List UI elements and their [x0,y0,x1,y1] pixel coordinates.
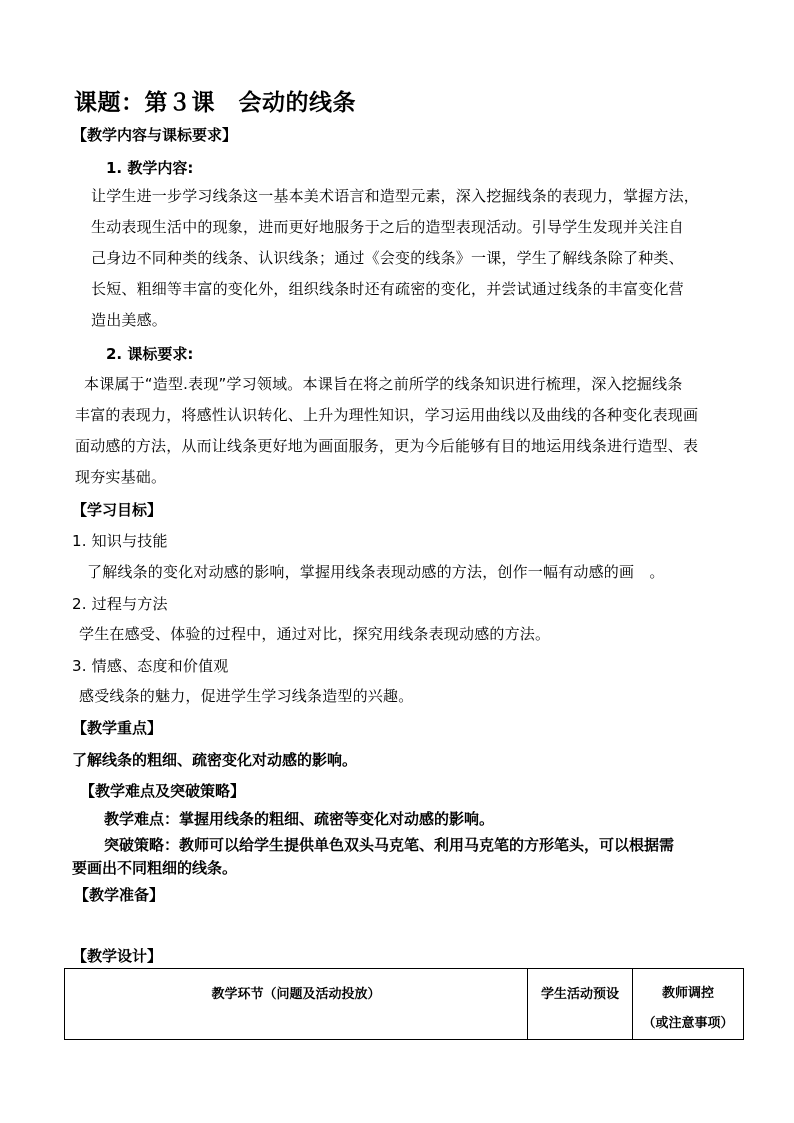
goal-3-text: 感受线条的魅力，促进学生学习线条造型的兴趣。 [79,687,414,705]
goal-3-title: 3. 情感、态度和价值观 [72,657,229,675]
content-line: 长短、粗细等丰富的变化外，组织线条时还有疏密的变化，并尝试通过线条的丰富变化营 [91,280,684,298]
section-heading-difficulty: 【教学难点及突破策略】 [80,782,246,800]
section-heading-key: 【教学重点】 [72,719,163,737]
content-line: 己身边不同种类的线条、认识线条；通过《会变的线条》一课，学生了解线条除了种类、 [91,249,684,267]
table-header-row [65,969,744,1040]
content-line: 造出美感。 [91,311,168,329]
column-header-student: 学生活动预设 [540,987,619,1002]
goal-2-title: 2. 过程与方法 [72,595,168,613]
content-line: 生动表现生活中的现象，进而更好地服务于之后的造型表现活动。引导学生发现并关注自 [91,218,684,236]
table-header-cell [528,969,633,1040]
goal-1-text: 了解线条的变化对动感的影响，掌握用线条表现动感的方法，创作一幅有动感的画 。 [87,563,665,581]
goal-1-title: 1. 知识与技能 [72,532,168,550]
table-header-cell [633,969,744,1040]
column-header-notes: （或注意事项） [642,1016,734,1031]
key-point-text: 了解线条的粗细、疏密变化对动感的影响。 [72,751,358,769]
standard-heading: 2. 课标要求: [106,345,194,363]
table-header-cell [65,969,528,1040]
column-header-activity: 教学环节（问题及活动投放） [211,987,381,1002]
difficulty-text: 教学难点：掌握用线条的粗细、疏密等变化对动感的影响。 [104,810,495,828]
section-heading-goals: 【学习目标】 [72,501,163,519]
section-heading-design: 【教学设计】 [72,947,163,965]
strategy-line: 突破策略：教师可以给学生提供单色双头马克笔、利用马克笔的方形笔头，可以根据需 [104,836,675,854]
content-heading: 1. 教学内容: [106,159,194,177]
section-heading-content: 【教学内容与课标要求】 [72,126,238,144]
goal-2-text: 学生在感受、体验的过程中，通过对比，探究用线条表现动感的方法。 [79,625,551,643]
standard-line: 本课属于“造型.表现”学习领域。本课旨在将之前所学的线条知识进行梳理，深入挖掘线条 [84,375,683,393]
column-header-teacher: 教师调控 [661,986,714,1001]
design-table [64,968,744,1040]
strategy-line: 要画出不同粗细的线条。 [72,859,238,877]
content-line: 让学生进一步学习线条这一基本美术语言和造型元素，深入挖掘线条的表现力，掌握方法， [91,187,700,205]
standard-line: 面动感的方法，从而让线条更好地为画面服务，更为今后能够有目的地运用线条进行造型、表 [75,437,699,455]
section-heading-prep: 【教学准备】 [74,886,165,904]
lesson-title: 课题：第３课 会动的线条 [74,90,356,116]
standard-line: 丰富的表现力，将感性认识转化、上升为理性知识，学习运用曲线以及曲线的各种变化表现画 [75,406,699,424]
standard-line: 现夯实基础。 [75,468,167,486]
